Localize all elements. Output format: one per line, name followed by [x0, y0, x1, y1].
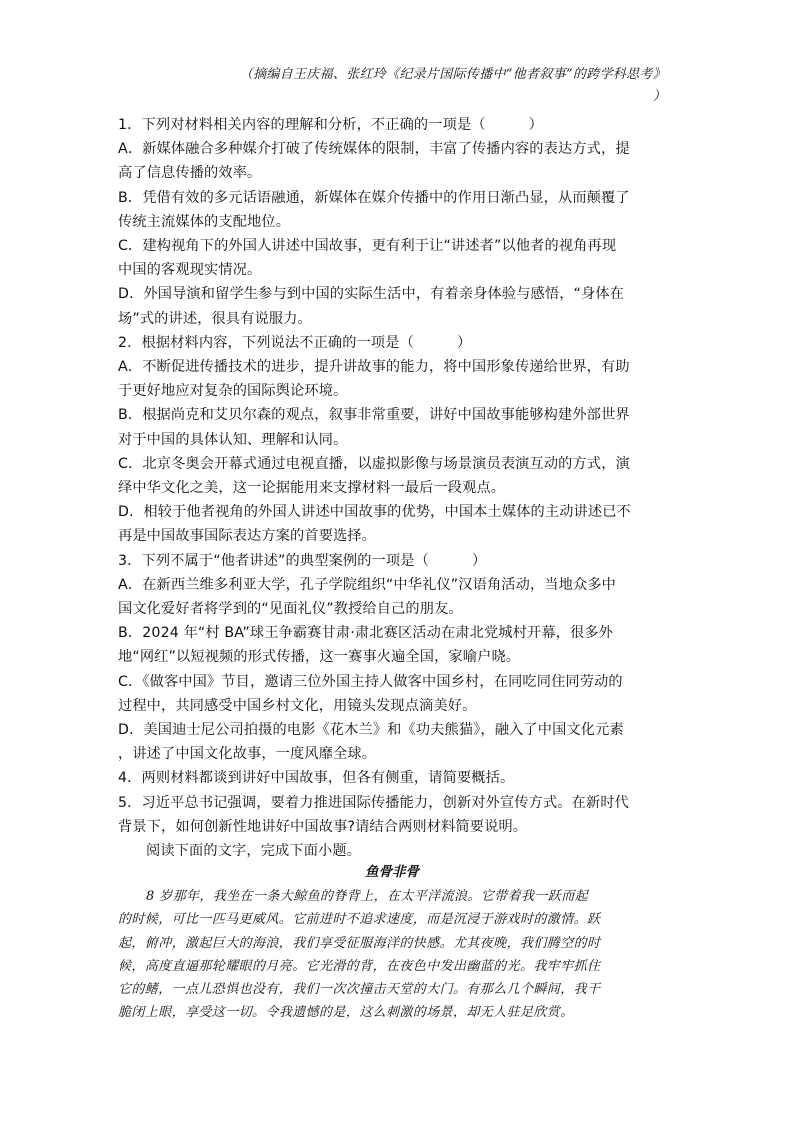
source-line-2: ） [652, 89, 666, 104]
essay-line: 它的鳍，一点儿恐惧也没有，我们一次次撞击天堂的大门。有那么几个瞬间，我干 [118, 982, 601, 998]
q2-option-b-cont: 对于中国的具体认知、理解和认同。 [118, 431, 348, 448]
question-5: 5．习近平总书记强调，要着力推进国际传播能力，创新对外宣传方式。在新时代 [118, 794, 629, 811]
q1-option-a-cont: 高了信息传播的效率。 [118, 165, 262, 182]
question-block [118, 113, 666, 863]
q2-option-c-cont: 绎中华文化之美，这一论据能用来支撑材料一最后一段观点。 [118, 480, 506, 497]
question-4: 4．两则材料都谈到讲好中国故事，但各有侧重，请简要概括。 [118, 770, 515, 787]
q3-option-a-cont: 国文化爱好者将学到的“见面礼仪”教授给自己的朋友。 [118, 601, 463, 618]
q3-option-b-cont: 地“网红”以短视频的形式传播，这一赛事火遍全国，家喻户晓。 [118, 649, 521, 666]
q2-option-d: D．相较于他者视角的外国人讲述中国故事的优势，中国本土媒体的主动讲述已不 [118, 504, 631, 521]
q1-option-d: D．外国导演和留学生参与到中国的实际生活中，有着亲身体验与感悟，“身体在 [118, 286, 625, 303]
question-3: 3．下列不属于“他者讲述”的典型案例的一项是（ ） [118, 552, 487, 569]
q1-option-a: A．新媒体融合多种媒介打破了传统媒体的限制，丰富了传播内容的表达方式，提 [118, 141, 630, 158]
q3-option-b: B．2024 年“村 BA”球王争霸赛甘肃·肃北赛区活动在肃北党城村开幕，很多外 [118, 625, 614, 642]
question-2: 2．根据材料内容，下列说法不正确的一项是（ ） [118, 334, 472, 351]
q2-option-b: B．根据尚克和艾贝尔森的观点，叙事非常重要，讲好中国故事能够构建外部世界 [118, 407, 630, 424]
q3-option-c-cont: 过程中，共同感受中国乡村文化，用镜头发现点滴美好。 [118, 697, 477, 714]
source-line-1: （摘编自王庆福、张红玲《纪录片国际传播中“他者叙事”的跨学科思考》 [239, 67, 666, 82]
essay-line: 8 岁那年，我坐在一条大鲸鱼的脊背上，在太平洋流浪。它带着我一跃而起 [146, 889, 589, 904]
source-citation [118, 64, 666, 108]
q1-option-b: B．凭借有效的多元话语融通，新媒体在媒介传播中的作用日渐凸显，从而颠覆了 [118, 189, 630, 206]
q3-option-c: C．《做客中国》节目，邀请三位外国主持人做客中国乡村，在同吃同住同劳动的 [118, 673, 623, 690]
q1-option-d-cont: 场”式的讲述，很具有说服力。 [118, 310, 312, 327]
essay-body [118, 885, 666, 1025]
essay-line: 脆闭上眼，享受这一切。令我遗憾的是，这么刺激的场景，却无人驻足欣赏。 [118, 1005, 574, 1021]
question-1: 1．下列对材料相关内容的理解和分析，不正确的一项是（ ） [118, 117, 543, 133]
essay-title: 鱼骨非骨 [365, 864, 419, 880]
question-5-cont: 背景下，如何创新性地讲好中国故事?请结合两则材料简要说明。 [118, 818, 528, 835]
q2-option-d-cont: 再是中国故事国际表达方案的首要选择。 [118, 528, 377, 545]
q3-option-d: D．美国迪士尼公司拍摄的电影《花木兰》和《功夫熊猫》，融入了中国文化元素 [118, 722, 624, 739]
q2-option-a: A．不断促进传播技术的进步，提升讲故事的能力，将中国形象传递给世界，有助 [118, 359, 630, 376]
essay-line: 的时候，可比一匹马更威风。它前进时不追求速度，而是沉浸于游戏时的激情。跃 [118, 912, 601, 928]
q3-option-a: A．在新西兰维多利亚大学，孔子学院组织“中华礼仪”汉语角活动，当地众多中 [118, 576, 616, 593]
q1-option-b-cont: 传统主流媒体的支配地位。 [118, 213, 291, 230]
reading-instruction: 阅读下面的文字，完成下面小题。 [146, 843, 362, 860]
q1-option-c-cont: 中国的客观现实情况。 [118, 262, 262, 279]
q2-option-a-cont: 于更好地应对复杂的国际舆论环境。 [118, 383, 348, 400]
q1-option-c: C．建构视角下的外国人讲述中国故事，更有利于让“讲述者”以他者的视角再现 [118, 238, 617, 255]
q3-option-d-cont: ，讲述了中国文化故事，一度风靡全球。 [118, 746, 377, 763]
essay-line: 候，高度直逼那轮耀眼的月亮。它光滑的背，在夜色中发出幽蓝的光。我牢牢抓住 [118, 958, 601, 974]
q2-option-c: C．北京冬奥会开幕式通过电视直播，以虚拟影像与场景演员表演互动的方式，演 [118, 455, 630, 472]
essay-line: 起，俯冲，激起巨大的海浪，我们享受征服海洋的快感。尤其夜晚，我们腾空的时 [118, 935, 601, 951]
